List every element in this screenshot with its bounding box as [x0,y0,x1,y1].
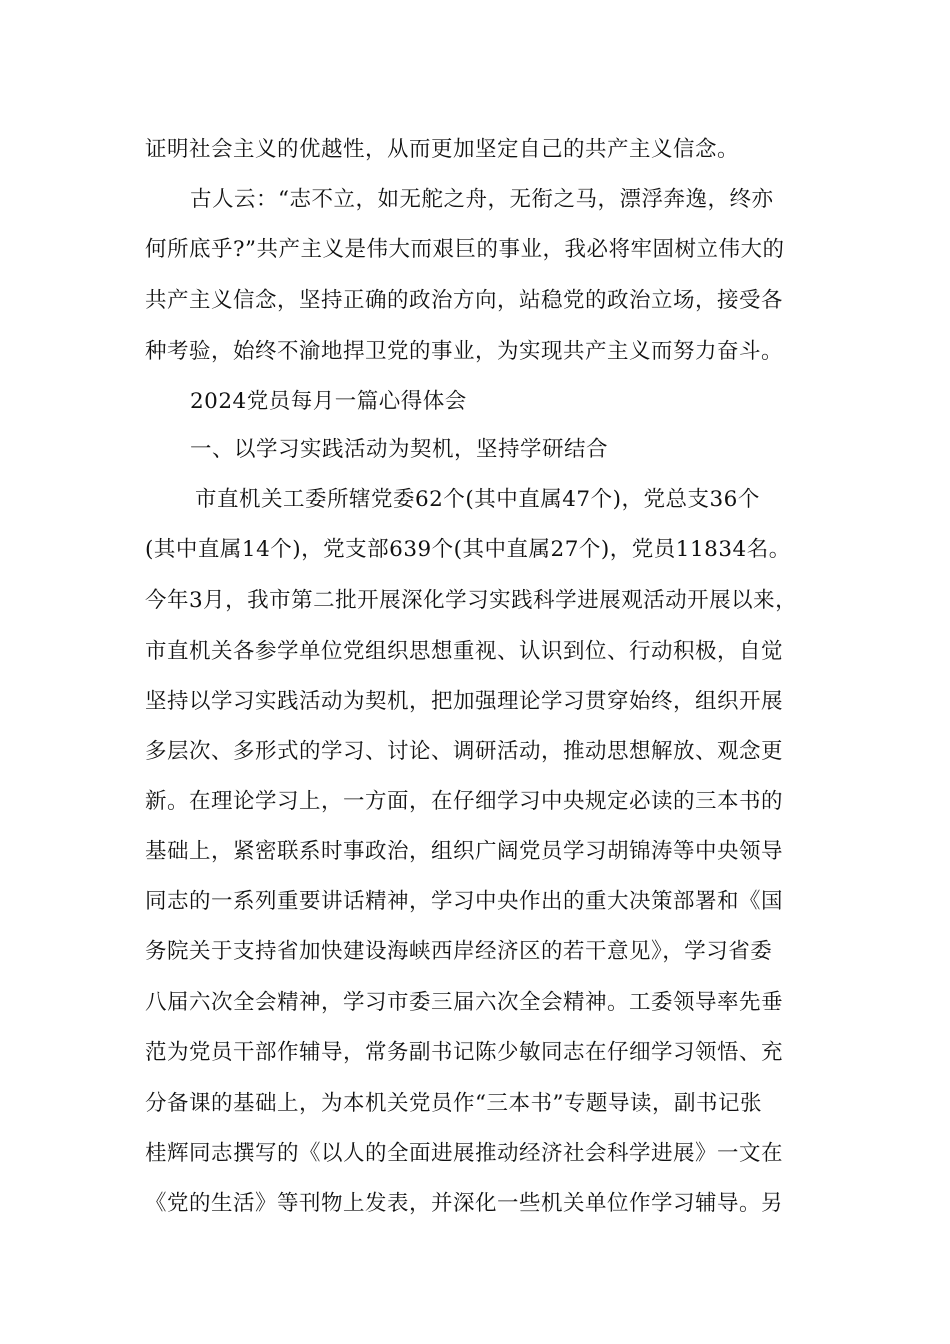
text-line: 何所底乎?”共产主义是伟大而艰巨的事业，我必将牢固树立伟大的 [145,237,785,262]
text-line: 八届六次全会精神，学习市委三届六次全会精神。工委领导率先垂 [145,990,784,1015]
text-line: 基础上，紧密联系时事政治，组织广阔党员学习胡锦涛等中央领导 [145,839,784,864]
text-line: 桂辉同志撰写的《以人的全面进展推动经济社会科学进展》一文在 [145,1141,784,1166]
text-line: 新。在理论学习上，一方面，在仔细学习中央规定必读的三本书的 [145,789,784,814]
text-line: 共产主义信念，坚持正确的政治方向，站稳党的政治立场，接受各 [145,288,784,313]
text-line: 种考验，始终不渝地捍卫党的事业，为实现共产主义而努力奋斗。 [145,339,784,364]
text-line: 《党的生活》等刊物上发表，并深化一些机关单位作学习辅导。另 [145,1191,784,1216]
text-line: 多层次、多形式的学习、讨论、调研活动，推动思想解放、观念更 [145,739,784,764]
text-line: 范为党员干部作辅导，常务副书记陈少敏同志在仔细学习领悟、充 [145,1040,784,1065]
text-line: 坚持以学习实践活动为契机，把加强理论学习贯穿始终，组织开展 [145,689,784,714]
text-line: (其中直属14个)，党支部639个(其中直属27个)，党员11834名。 [145,537,791,562]
text-line: 同志的一系列重要讲话精神，学习中央作出的重大决策部署和《国 [145,889,784,914]
paragraph-line: 古人云：“志不立，如无舵之舟，无衔之马，漂浮奔逸，终亦 [190,187,774,212]
section-title: 2024党员每月一篇心得体会 [190,389,467,414]
text-line: 市直机关各参学单位党组织思想重视、认识到位、行动积极，自觉 [145,639,784,664]
paragraph-line: 市直机关工委所辖党委62个(其中直属47个)，党总支36个 [195,487,760,512]
text-line: 务院关于支持省加快建设海峡西岸经济区的若干意见》，学习省委 [145,939,773,964]
text-line: 分备课的基础上，为本机关党员作“三本书”专题导读，副书记张 [145,1091,762,1116]
text-line: 证明社会主义的优越性，从而更加坚定自己的共产主义信念。 [145,137,740,162]
text-line: 今年3月，我市第二批开展深化学习实践科学进展观活动开展以来， [145,588,798,613]
section-heading: 一、以学习实践活动为契机，坚持学研结合 [190,437,609,462]
